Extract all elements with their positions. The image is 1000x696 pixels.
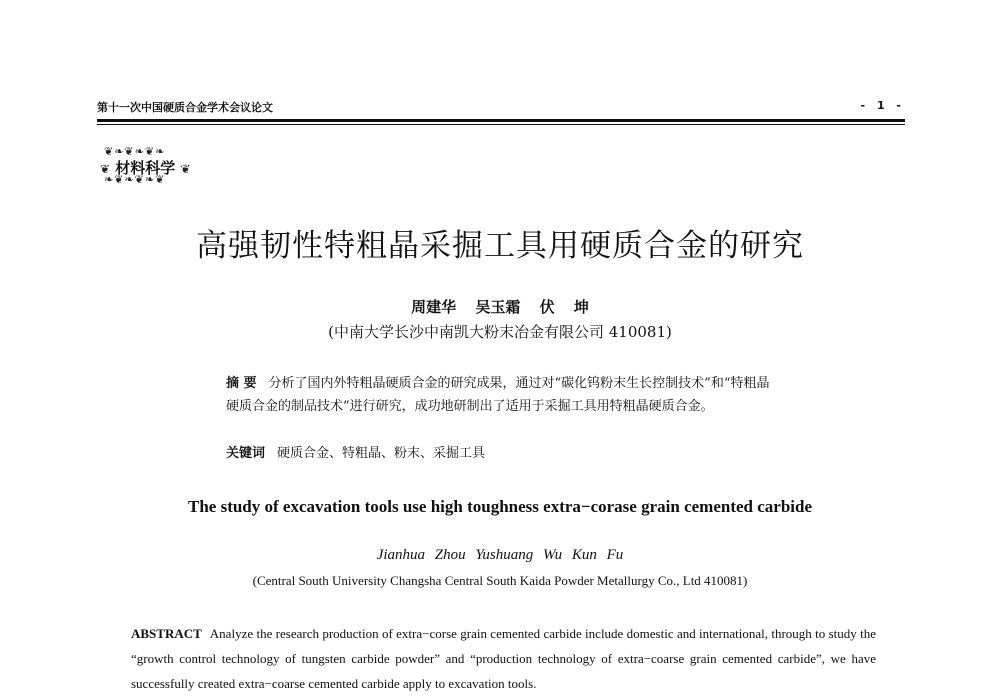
keywords-zh: [226, 444, 778, 464]
paper-title-en: The study of excavation tools use high toughness extra−corase grain cemented carbide: [187, 497, 812, 516]
category-badge: [100, 146, 210, 186]
header-rule-thick: [97, 119, 905, 122]
authors-en: Jianhua Zhou Yushuang Wu Kun Fu: [376, 547, 624, 563]
abstract-en-text: Analyze the research production of extra−corse grain cemented carbide include domestic and international, through to study the “growth control technology of tungsten carbide powder” and “production technology of extra−coarse grain cemented carbide”, we have successfully created extra−coarse cemented carbide apply to excavation tools.: [131, 626, 876, 691]
category-label: 材料科学: [115, 159, 176, 177]
ornament-left-icon: ❦: [100, 162, 111, 176]
authors-zh: 周建华 吴玉霜 伏 坤: [411, 298, 589, 316]
abstract-zh-text: 分析了国内外特粗晶硬质合金的研究成果，通过对“碳化钨粉末生长控制技术”和“特粗晶硬质合金的制品技术”进行研究，成功地研制出了适用于采掘工具用特粗晶硬质合金。: [226, 376, 770, 414]
header-rule-thin: [97, 124, 905, 125]
running-header: [97, 97, 905, 115]
paper-title-zh: 高强韧性特粗晶采掘工具用硬质合金的研究: [196, 228, 804, 264]
journal-name: 第十一次中国硬质合金学术会议论文: [97, 101, 273, 114]
abstract-en-label: ABSTRACT: [131, 626, 202, 641]
page-number: - 1 -: [860, 99, 905, 112]
affiliation-en: (Central South University Changsha Central South Kaida Powder Metallurgy Co., Ltd 410081): [252, 573, 748, 588]
ornament-top: ❦❧❦❧❦❧: [104, 145, 166, 158]
ornament-right-icon: ❦: [180, 162, 191, 176]
ornament-bottom: ❧❦❧❦❧❦: [104, 173, 166, 186]
abstract-zh: [226, 372, 778, 418]
abstract-zh-label: 摘 要: [226, 376, 257, 391]
keywords-zh-label: 关键词: [226, 446, 266, 461]
keywords-zh-text: 硬质合金、特粗晶、粉末、采掘工具: [277, 446, 486, 461]
abstract-en: [131, 621, 876, 696]
affiliation-zh: (中南大学长沙中南凯大粉末冶金有限公司 410081): [328, 323, 672, 341]
